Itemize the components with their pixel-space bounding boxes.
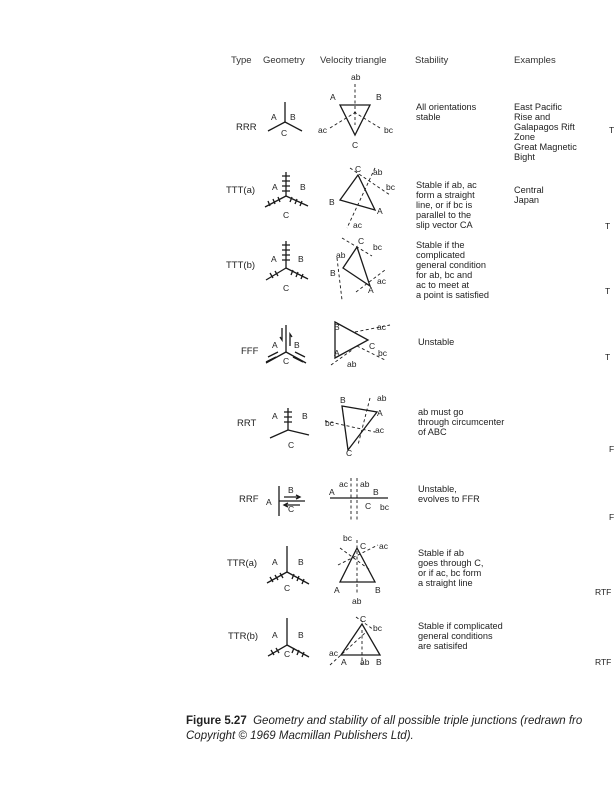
caption-line-2: Copyright © 1969 Macmillan Publishers Ltd). (186, 730, 414, 742)
svg-text:A: A (377, 206, 383, 216)
row-rrf (239, 478, 480, 522)
svg-text:C: C (369, 341, 376, 351)
svg-text:B: B (300, 182, 306, 192)
svg-text:C: C (281, 128, 288, 138)
svg-text:B: B (376, 92, 382, 102)
svg-text:C: C (346, 448, 353, 458)
svg-text:B: B (376, 657, 382, 667)
svg-text:bc: bc (373, 623, 382, 633)
svg-text:ab: ab (377, 393, 387, 403)
right-edge-label: T (605, 286, 611, 296)
svg-text:A: A (266, 497, 272, 507)
row-ttt-a (226, 164, 546, 230)
svg-text:A: A (330, 92, 336, 102)
svg-text:A: A (271, 112, 277, 122)
svg-text:bc: bc (384, 125, 393, 135)
examples-text: East Pacific Rise and Galapagos Rift Zone Great Magnetic Bight (514, 102, 577, 162)
velocity-triangle-ttr-a (334, 533, 389, 606)
header-velocity-triangle: Velocity triangle (320, 55, 387, 66)
stability-text: Unstable (418, 337, 455, 347)
row-type-label: TTT(b) (226, 260, 256, 271)
svg-text:C: C (283, 210, 290, 220)
svg-text:A: A (272, 411, 278, 421)
caption-line-1 (186, 714, 615, 729)
figure-number: Figure 5.27 (186, 715, 247, 727)
row-rrr (236, 72, 579, 162)
svg-text:C: C (360, 541, 367, 551)
stability-text: Unstable, evolves to FFR (418, 484, 480, 504)
svg-text:ab: ab (351, 72, 361, 82)
svg-text:ab: ab (360, 479, 370, 489)
svg-text:bc: bc (386, 182, 395, 192)
svg-text:A: A (334, 585, 340, 595)
svg-text:B: B (290, 112, 296, 122)
svg-text:bc: bc (380, 502, 389, 512)
svg-text:C: C (284, 583, 291, 593)
svg-text:B: B (334, 322, 340, 332)
svg-text:A: A (368, 285, 374, 295)
right-edge-label: T (609, 125, 615, 135)
svg-text:C: C (283, 283, 290, 293)
geometry-rrr (268, 102, 302, 138)
svg-text:ac: ac (329, 648, 338, 658)
header-type: Type (231, 55, 252, 66)
stability-text: Stable if ab goes through C, or if ac, bc form a straight line (418, 548, 484, 588)
svg-text:C: C (284, 649, 291, 659)
stability-text: Stable if ab, ac form a straight line, or if bc is parallel to the slip vector CA (416, 180, 477, 230)
svg-text:C: C (360, 614, 367, 624)
svg-text:ac: ac (318, 125, 327, 135)
row-ttt-b (226, 236, 489, 300)
svg-text:B: B (302, 411, 308, 421)
row-ttr-b (228, 614, 505, 667)
svg-text:ac: ac (375, 425, 384, 435)
svg-text:B: B (298, 254, 304, 264)
svg-text:ac: ac (353, 220, 362, 230)
row-type-label: TTR(a) (227, 558, 258, 569)
row-ttr-a (227, 533, 486, 606)
right-edge-label: RTF (595, 587, 612, 597)
svg-text:bc: bc (378, 348, 387, 358)
row-type-label: RRF (239, 494, 259, 505)
geometry-rrf (266, 485, 305, 516)
velocity-triangle-fff (331, 322, 390, 369)
svg-text:C: C (365, 501, 372, 511)
svg-text:B: B (340, 395, 346, 405)
svg-text:ac: ac (377, 276, 386, 286)
geometry-fff (266, 325, 306, 366)
right-edge-label: RTF (595, 657, 612, 667)
velocity-triangle-rrt (325, 393, 387, 458)
svg-text:ab: ab (347, 359, 357, 369)
row-type-label: RRT (237, 418, 257, 429)
svg-text:B: B (298, 630, 304, 640)
velocity-triangle-rrr (318, 72, 394, 150)
velocity-triangle-ttt-b (330, 236, 387, 300)
svg-text:C: C (288, 440, 295, 450)
row-type-label: RRR (236, 122, 257, 133)
svg-text:C: C (355, 164, 362, 174)
right-edge-label: F (609, 512, 615, 522)
svg-text:B: B (375, 585, 381, 595)
svg-text:A: A (377, 408, 383, 418)
svg-text:A: A (334, 348, 340, 358)
svg-text:bc: bc (325, 418, 334, 428)
svg-text:C: C (352, 140, 359, 150)
header-geometry: Geometry (263, 55, 305, 66)
row-rrt (237, 393, 507, 458)
svg-text:B: B (294, 340, 300, 350)
svg-text:ab: ab (373, 167, 383, 177)
svg-text:ab: ab (360, 657, 370, 667)
row-type-label: FFF (241, 346, 259, 357)
row-type-label: TTR(b) (228, 631, 259, 642)
row-type-label: TTT(a) (226, 185, 256, 196)
stability-text: All orientations stable (416, 102, 477, 122)
geometry-ttt-a (265, 172, 308, 220)
svg-text:A: A (271, 254, 277, 264)
caption-text: Geometry and stability of all possible triple junctions (redrawn fro (253, 715, 583, 727)
svg-text:A: A (341, 657, 347, 667)
velocity-triangle-rrf (329, 478, 390, 522)
right-edge-label: T (605, 221, 611, 231)
svg-text:B: B (329, 197, 335, 207)
svg-text:C: C (283, 356, 290, 366)
right-edge-label: T (605, 352, 611, 362)
svg-text:B: B (288, 485, 294, 495)
header-examples: Examples (514, 55, 556, 66)
geometry-ttr-a (267, 546, 309, 593)
svg-text:C: C (358, 236, 365, 246)
velocity-triangle-ttt-a (329, 164, 396, 230)
svg-text:B: B (330, 268, 336, 278)
figure-caption (186, 714, 615, 744)
svg-text:A: A (272, 630, 278, 640)
stability-text: Stable if complicated general conditions are satisifed (418, 621, 503, 651)
svg-text:ac: ac (377, 322, 386, 332)
svg-text:ac: ac (339, 479, 348, 489)
svg-text:bc: bc (373, 242, 382, 252)
svg-text:A: A (329, 487, 335, 497)
header-stability: Stability (415, 55, 449, 66)
svg-text:B: B (373, 487, 379, 497)
svg-text:C: C (288, 504, 295, 514)
svg-text:A: A (272, 557, 278, 567)
svg-text:A: A (272, 182, 278, 192)
stability-text: ab must go through circumcenter of ABC (418, 407, 505, 437)
geometry-ttt-b (266, 241, 308, 293)
geometry-ttr-b (268, 618, 309, 659)
examples-text: Central Japan (514, 185, 544, 205)
svg-text:bc: bc (343, 533, 352, 543)
velocity-triangle-ttr-b (329, 614, 383, 667)
svg-text:A: A (272, 340, 278, 350)
svg-text:ab: ab (336, 250, 346, 260)
svg-text:B: B (298, 557, 304, 567)
svg-text:ab: ab (352, 596, 362, 606)
stability-text: Stable if the complicated general condition for ab, bc and ac to meet at a point is satisfied (416, 240, 490, 300)
right-edge-label: F (609, 444, 615, 454)
row-fff (241, 322, 454, 369)
geometry-rrt (270, 408, 309, 450)
svg-text:ac: ac (379, 541, 388, 551)
